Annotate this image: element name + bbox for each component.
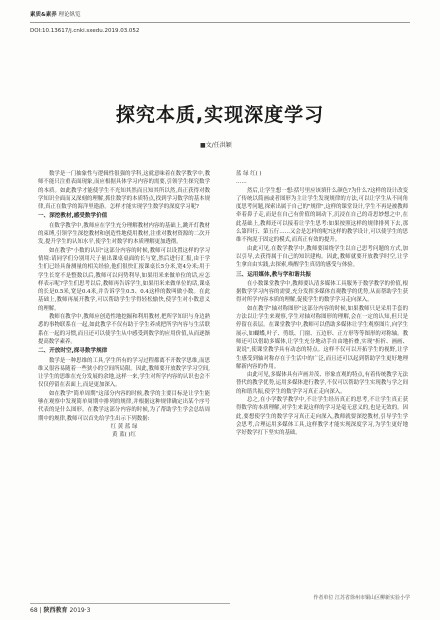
paragraph: …… [236,179,247,186]
right-column [236,170,408,438]
paragraph: 由此可见,多媒体具有声画并茂、形象直观的特点,有着传统教学无法替代的教学优势,运用多媒体进行教学,不仅可以帮助学生实现教与学之间的和谐共振,使学生的数学学习真正走向深入。 [236,372,408,395]
paragraph: 数学是一门抽象性与逻辑性很强的学科,这就意味着在数学教学中,教师不能只注重表面现象,而应根据具体学习内容的需要,引领学生探究数学的本质。如此教学才能使学生不光知其然而且知其所以然,真正获得对数学知识全面而又深刻的理解,抓住数学的本质特点,找到学习数学的基本规律,真正在数学的海洋里遨游。怎样才能实现学生数学的深度学习呢? [38,171,210,211]
paragraph: 在数学教学中,教师应在学生充分理解教材内容的基础上,跳开灯教材的束缚,引领学生深挖教材和创造性地使用教材,注重对教材资源的二次开发,提升学生的认知水平,使学生对数学的本质理解更加透彻。 [38,222,210,246]
header-section: 理论纵览 [58,12,81,18]
journal-issue: 2019·3 [69,607,91,614]
paragraph: 如在教学"小数的认识"这部分内容的时候,教师可以设置这样的学习情境:请同学们分别用尺子量出课桌桌面的长与宽,然后进行汇报,由于学生们已经具备测量的相关经验,他们很快汇报课桌长5分米,宽4分米;用于学生长宽不是整数以后,教师可以问势利导,如果用米来做单位的话,应怎样表示呢?学生们思考以后,教师再告诉学生,如果用米来做单位的话,课桌的长是0.5米,宽是0.4米,并告诉学生0.5、0.4这样的数叫做小数。在此基础上,教师再展开教学,可以帮助学生学得轻松愉快,使学生对小数意义的理解。 [38,247,210,312]
article-title: 探究本质,实现深度学习 [115,104,325,126]
inline-sequence: 红 黄 蓝 绿 [110,423,138,430]
inline-sequence: 黄 蓝( )红 [112,432,136,439]
header-brand: 素质&素养 [30,12,57,18]
page-header [30,10,410,18]
paragraph: 然后,让学生想一想:括号里应该填什么颜色?为什么?这样的设计改变了传统以简画或者图形为主让学生发现规律的方法,可以让学生从不同角度思考问题,探索出属于自己的"规律",这样的课堂设计,学生不再是被教师牵着鼻子走,而是在自己有价值的调动下,沉浸在自己的奇思妙想之中,在此基础上,教师还可以接着让学生思考:如果按照这样的规律排列下去,那么第四行、第五行……又会是怎样的呢?这样的教学设计,可以使学生的思维不拘泥于固定的模式,而真正有效的提升。 [236,187,408,244]
page-number: 68 [30,607,38,614]
paragraph: 数学是一种思维的工具,学生所有的学习过程都离不开数学思维,而思维又很容易随着一些狭小的空间所局限。因此,教师要开放数学学习空间,让学生的思维在充分发展的余地,这样一来,学生对所学内容的认识也会不仅仅停留在表面上,而是更加深入。 [38,357,210,389]
doi-line: DOI:10.13617/j.cnki.sxedu.2019.03.052 [30,28,140,34]
paragraph: 总之,在小学数学教学中,不让学生经历真正的思考,不让学生真正获得数学的本质理解,对学生来说这样的学习是毫无意义的,也是无效的。因此,要想使学生的数学学习真正走向深入,教师就要深挖教材,引导学生学会思考,合理运用多媒体工具,这样教学才能实现深度学习,为学生更好地学好数学打下坚实的基础。 [236,397,408,437]
page-footer: 68 | 陕西教育 2019·3 [30,607,91,614]
section-heading: 一、深挖教材,感受数学价值 [38,213,108,220]
section-heading: 三、运用媒体,教与学和谐共振 [236,271,311,278]
paragraph: 如在教学"简单周期"这部分内容的时候,教学的主要目标是让学生能够在观察中发现简单周期中排列的规律,并根据这种规律确定出某个序号代表的是什么图形。在教学这部分内容的时候,为了帮助学生学会总结周期中的规律,教师可以首先给学生出示下列数据: [38,390,210,422]
section-heading: 二、开放时空,探寻数学规律 [38,348,108,355]
left-column [38,170,210,440]
paragraph: 如在教学"轴对称图形"这部分内容的时候,如果教师只是采用手套的方法以让学生来观察,学生对轴对称图形的理解,会在一定的认知,但只是停留在表层。在课堂教学中,教师可以借助多媒体让学生观察图片,向学生展示,如蝴蝶,叶子、剪纸、门窗、五边形、正方形等等图形的对称轴。教师还可以借助多媒体,让学生充分地动手自由地折叠,实现"折折、画画、说说",使课堂教学具有动态的特点。这样不仅可以开拓学生的视野,让学生感受到轴对称存在于生活中的广泛,而且还可以起到帮助学生更好地理解新内容的作用。 [236,305,408,370]
journal-name: 陕西教育 [43,607,68,614]
paragraph: 由此可见,在数学教学中,教师要围绕学生以自己思考问题的方式,加以引导,去获得属于自己的知识建构。因此,教师就要开放教学时空,让学生拿自由实践,去探索,唤醒学生真切的感受与体验。 [236,245,408,269]
paragraph: 蓝 绿 红( ) [236,171,262,177]
paragraph: 教师在教学中,教师应创造性地挖掘和利用教材,把所学知识与身边熟悉的事物联系在一起,如此教学不仅有助于学生养成把所学内容与生活联系在一起的习惯,而且还可以使学生从中感受到数学的应用价值,从而逐渐提高数学素养。 [38,314,210,345]
header-divider [30,22,410,23]
author-byline: ■文/任洪颖 [200,142,232,149]
paragraph: 在小数课堂教学中,教师要认清多媒体工具服务于数学教学的价值,根据数学学习内容的需要,充分发挥多媒体直观教学的优势,从而帮助学生获得对所学内容本质的理解,促使学生的数学学习走向深入。 [236,280,408,304]
author-affiliation: 作者单位 江苏省徐州市铜山区柳新实验小学 [313,595,410,601]
footer-divider [30,603,230,604]
